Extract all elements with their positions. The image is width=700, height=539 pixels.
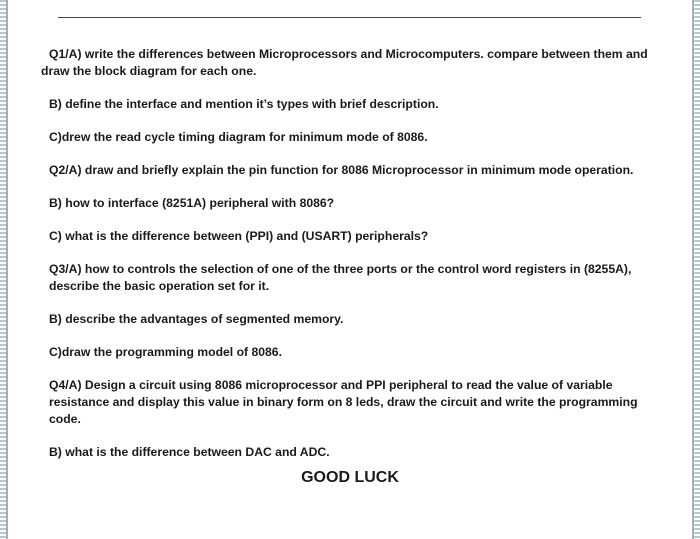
page-border-right: [692, 0, 700, 539]
question-q3-b: B) describe the advantages of segmented memory.: [49, 312, 344, 326]
question-q1-a: Q1/A) write the differences between Microprocessors and Microcomputers. compare between them and draw the block diagram for each one.: [41, 47, 648, 78]
top-divider: [58, 17, 641, 18]
question-q4-b: B) what is the difference between DAC and ADC.: [49, 445, 330, 459]
question-q1-c: C)drew the read cycle timing diagram for minimum mode of 8086.: [49, 130, 428, 144]
question-q2-c: C) what is the difference between (PPI) and (USART) peripherals?: [49, 229, 429, 243]
question-q2-a: Q2/A) draw and briefly explain the pin function for 8086 Microprocessor in minimum mode operation.: [49, 163, 634, 177]
question-q2-b: B) how to interface (8251A) peripheral with 8086?: [49, 196, 335, 210]
question-q4-a: Q4/A) Design a circuit using 8086 microprocessor and PPI peripheral to read the value of variable resistance and display this value in binary form on 8 leds, draw the circuit and write the programming code.: [49, 378, 638, 426]
question-q3-c: C)draw the programming model of 8086.: [49, 345, 282, 359]
question-q3-a: Q3/A) how to controls the selection of one of the three ports or the control word registers in (8255A), describe the basic operation set for it.: [49, 262, 632, 293]
page-border-left: [0, 0, 8, 539]
question-list: [41, 46, 666, 477]
closing-text: GOOD LUCK: [301, 469, 399, 486]
question-q1-b: B) define the interface and mention it’s types with brief description.: [49, 97, 439, 111]
